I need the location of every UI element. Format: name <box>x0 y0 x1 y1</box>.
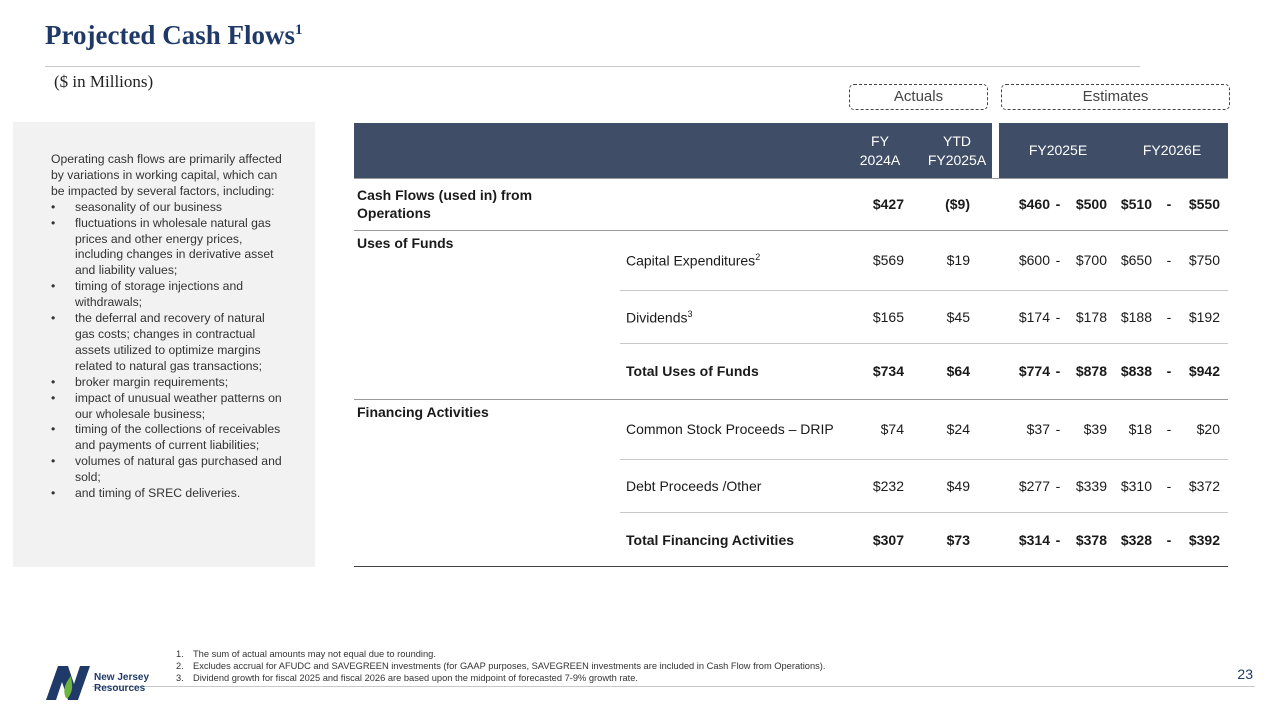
actuals-group-label: Actuals <box>849 84 988 110</box>
cell-ytd: ($9) <box>945 196 970 212</box>
column-header-line: FY <box>871 132 889 149</box>
row-divider <box>620 290 1228 291</box>
range-dash: - <box>1166 252 1172 268</box>
column-header-line: YTD <box>943 132 971 149</box>
page-title <box>45 20 302 51</box>
range-dash: - <box>1166 532 1172 548</box>
cell-fy2025e-low: $774 <box>1018 363 1050 379</box>
title-footnote-marker: 1 <box>294 22 303 38</box>
footnote-marker: 2 <box>755 252 761 262</box>
footnote-number: 3. <box>176 673 184 683</box>
estimates-group-label: Estimates <box>1001 84 1230 110</box>
row-divider <box>354 230 1228 231</box>
sidebar-bullet: • timing of storage injections and withdrawals; <box>51 279 285 311</box>
range-dash: - <box>1055 478 1061 494</box>
cell-fy2025e-high: $178 <box>1075 309 1107 325</box>
cell-fy2026e-low: $310 <box>1120 478 1152 494</box>
cell-fy2025e-high: $500 <box>1075 196 1107 212</box>
sidebar-notes <box>13 122 315 567</box>
range-dash: - <box>1166 196 1172 212</box>
row-label-debt: Debt Proceeds /Other <box>626 478 762 494</box>
footnotes <box>176 648 825 684</box>
column-header-fy2026e: FY2026E <box>1142 142 1202 158</box>
cell-fy2025e-high: $339 <box>1075 478 1107 494</box>
cell-fy2025e-low: $174 <box>1018 309 1050 325</box>
row-label-total-uses: Total Uses of Funds <box>626 363 759 379</box>
cell-fy2026e-low: $328 <box>1120 532 1152 548</box>
column-header-ytd-fy2025a <box>922 123 992 178</box>
cell-fy2026e-high: $372 <box>1188 478 1220 494</box>
title-divider <box>45 66 1140 67</box>
column-header-line: 2024A <box>859 151 901 168</box>
cell-fy2026e-high: $392 <box>1188 532 1220 548</box>
row-divider <box>620 459 1228 460</box>
cell-fy2026e-high: $942 <box>1188 363 1220 379</box>
footer-divider <box>45 686 1255 687</box>
footnote-number: 1. <box>176 649 184 659</box>
sidebar-bullet: • seasonality of our business <box>51 200 285 216</box>
cell-fy2024a: $569 <box>872 252 904 268</box>
company-logo-text <box>94 672 149 694</box>
row-label-total-financing: Total Financing Activities <box>626 532 795 548</box>
footnote-number: 2. <box>176 661 184 671</box>
row-label-text: Capital Expenditures <box>626 252 756 269</box>
cell-ytd: $24 <box>946 421 970 437</box>
cell-fy2025e-high: $39 <box>1083 421 1107 437</box>
cell-fy2026e-low: $650 <box>1120 252 1152 268</box>
sidebar-bullet: • volumes of natural gas purchased and sold; <box>51 454 285 486</box>
logo-line: New Jersey <box>94 672 150 683</box>
cell-ytd: $45 <box>946 309 970 325</box>
section-label-financing: Financing Activities <box>357 404 489 420</box>
cell-ytd: $49 <box>946 478 970 494</box>
row-divider <box>620 343 1228 344</box>
cell-ytd: $64 <box>946 363 970 379</box>
table-bottom-rule <box>354 566 1228 567</box>
cell-fy2025e-high: $878 <box>1075 363 1107 379</box>
footnote <box>176 660 825 672</box>
column-header-line: FY2025A <box>927 151 987 168</box>
cell-fy2025e-low: $37 <box>1026 421 1050 437</box>
cell-ytd: $19 <box>946 252 970 268</box>
footnote-marker: 3 <box>687 309 693 319</box>
footnote <box>176 672 825 684</box>
row-divider <box>354 178 1228 179</box>
range-dash: - <box>1055 532 1061 548</box>
cell-fy2024a: $307 <box>872 532 904 548</box>
cell-fy2024a: $232 <box>872 478 904 494</box>
cell-fy2025e-low: $460 <box>1018 196 1050 212</box>
range-dash: - <box>1166 421 1172 437</box>
sidebar-bullet: • impact of unusual weather patterns on our wholesale business; <box>51 391 285 423</box>
row-divider <box>354 399 1228 400</box>
sidebar-bullet: • the deferral and recovery of natural gas costs; changes in contractual assets utilized to optimize margins related to natural gas transactions; <box>51 311 285 375</box>
units-subtitle: ($ in Millions) <box>54 72 154 91</box>
range-dash: - <box>1055 196 1061 212</box>
cell-fy2026e-low: $838 <box>1120 363 1152 379</box>
footnote <box>176 648 825 660</box>
cell-fy2026e-low: $510 <box>1120 196 1152 212</box>
sidebar-bullet-list <box>51 200 285 502</box>
cell-fy2026e-high: $550 <box>1188 196 1220 212</box>
sidebar-intro: Operating cash flows are primarily affected by variations in working capital, which can be impacted by several factors, including: <box>51 152 282 198</box>
cell-fy2026e-high: $192 <box>1188 309 1220 325</box>
cell-fy2026e-high: $20 <box>1196 421 1220 437</box>
cell-fy2026e-low: $18 <box>1128 421 1152 437</box>
column-header-fy2025e: FY2025E <box>1028 142 1088 158</box>
cell-fy2025e-low: $600 <box>1018 252 1050 268</box>
page-number: 23 <box>1237 666 1253 682</box>
column-header-fy2024a <box>852 123 908 178</box>
cell-fy2026e-low: $188 <box>1120 309 1152 325</box>
row-label-dividends <box>626 309 693 326</box>
footnote-text: Excludes accrual for AFUDC and SAVEGREEN investments (for GAAP purposes, SAVEGREEN investments are included in Cash Flow from Operations). <box>193 661 826 671</box>
cell-fy2025e-high: $700 <box>1075 252 1107 268</box>
range-dash: - <box>1166 478 1172 494</box>
sidebar-bullet: • and timing of SREC deliveries. <box>51 486 285 502</box>
row-divider <box>620 512 1228 513</box>
cell-fy2024a: $165 <box>872 309 904 325</box>
logo-line: Resources <box>94 683 146 694</box>
row-label-drip: Common Stock Proceeds – DRIP <box>626 421 834 437</box>
row-label-text: Dividends <box>626 309 688 326</box>
cell-fy2024a: $734 <box>872 363 904 379</box>
row-label-capex <box>626 252 760 269</box>
footnote-text: Dividend growth for fiscal 2025 and fiscal 2026 are based upon the midpoint of forecasted 7-9% growth rate. <box>193 673 638 683</box>
range-dash: - <box>1166 309 1172 325</box>
range-dash: - <box>1166 363 1172 379</box>
cell-ytd: $73 <box>946 532 970 548</box>
range-dash: - <box>1055 421 1061 437</box>
page-title-text: Projected Cash Flows <box>45 20 295 50</box>
cell-fy2025e-high: $378 <box>1075 532 1107 548</box>
sidebar-bullet: • fluctuations in wholesale natural gas prices and other energy prices, including changes in derivative asset and liability values; <box>51 216 285 280</box>
range-dash: - <box>1055 309 1061 325</box>
range-dash: - <box>1055 252 1061 268</box>
footnote-text: The sum of actual amounts may not equal due to rounding. <box>193 649 436 659</box>
section-label-uses: Uses of Funds <box>357 235 454 251</box>
cell-fy2025e-low: $277 <box>1018 478 1050 494</box>
cell-fy2026e-high: $750 <box>1188 252 1220 268</box>
range-dash: - <box>1055 363 1061 379</box>
cell-fy2025e-low: $314 <box>1018 532 1050 548</box>
cell-fy2024a: $427 <box>872 196 904 212</box>
cell-fy2024a: $74 <box>880 421 904 437</box>
sidebar-bullet: • timing of the collections of receivables and payments of current liabilities; <box>51 422 285 454</box>
sidebar-bullet: • broker margin requirements; <box>51 375 285 391</box>
section-label-cfo: Cash Flows (used in) from Operations <box>357 187 533 221</box>
